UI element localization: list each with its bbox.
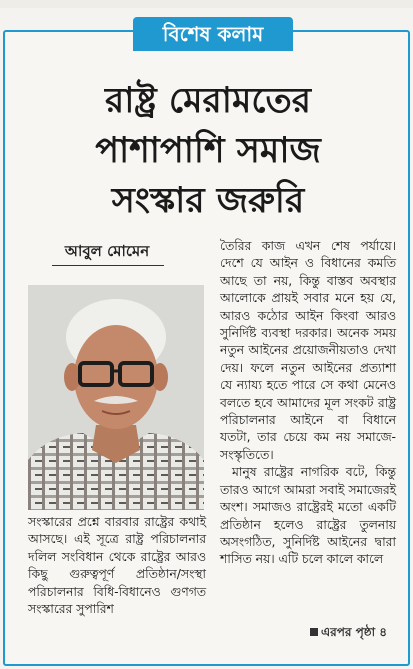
body-column-left: [28, 514, 206, 618]
headline-line-2: পাশাপাশি সমাজ: [95, 131, 321, 171]
headline: [30, 76, 386, 226]
headline-line-3: সংস্কার জরুরি: [111, 181, 305, 221]
headline-line-1: রাষ্ট্র মেরামতের: [105, 81, 311, 121]
author-portrait-icon: [28, 285, 204, 510]
continued-jump: [310, 624, 387, 644]
byline-divider: [52, 265, 164, 266]
body-column-right: [220, 238, 396, 569]
author-byline: আবুল মোমেন: [64, 242, 150, 260]
top-strip: [0, 0, 413, 8]
body-paragraph: তৈরির কাজ এখন শেষ পর্যায়ে। দেশে যে আইন ও বিধানের কমতি আছে তা নয়, কিন্তু বাস্তব অবস্থার আলোকে প্রায়ই সবার মনে হয় যে, আরও কঠোর আইন কিংবা আরও সুনির্দিষ্ট ব্যবস্থা দরকার। অনেক সময় নতুন আইনের প্রয়োজনীয়তাও দেখা দেয়। ফলে নতুন আইনের প্রত্যাশা যে ন্যায্য হতে পারে সে কথা মেনেও বলতে হবে আমাদের মূল সংকট রাষ্ট্র পরিচালনার আইনে বা বিধানে যতটা, তার চেয়ে কম নয় সমাজে-সংস্কৃতিতে।: [220, 239, 396, 462]
body-paragraph: মানুষ রাষ্ট্রের নাগরিক বটে, কিন্তু তারও আগে আমরা সবাই সমাজেরই অংশ। সমাজও রাষ্ট্রেরই মতো একটি প্রতিষ্ঠান হলেও রাষ্ট্রের তুলনায় অসংগঠিত, সুনির্দিষ্ট আইনের দ্বারা শাসিত নয়। এটি চলে কালে কালে: [220, 465, 396, 567]
continued-label: এরপর পৃষ্ঠা ৪: [321, 625, 388, 639]
body-paragraph: সংস্কারের প্রশ্নে বারবার রাষ্ট্রের কথাই আসছে। এই সূত্রে রাষ্ট্র পরিচালনার দলিল সংবিধান থেকে রাষ্ট্রের আরও কিছু গুরুত্বপূর্ণ প্রতিষ্ঠান/সংস্থা পরিচালনার বিধি-বিধানেও গুণগত সংস্কারের সুপারিশ: [28, 515, 206, 617]
author-photo: [28, 285, 204, 510]
section-kicker: বিশেষ কলাম: [133, 17, 293, 51]
square-bullet-icon: [310, 628, 318, 636]
